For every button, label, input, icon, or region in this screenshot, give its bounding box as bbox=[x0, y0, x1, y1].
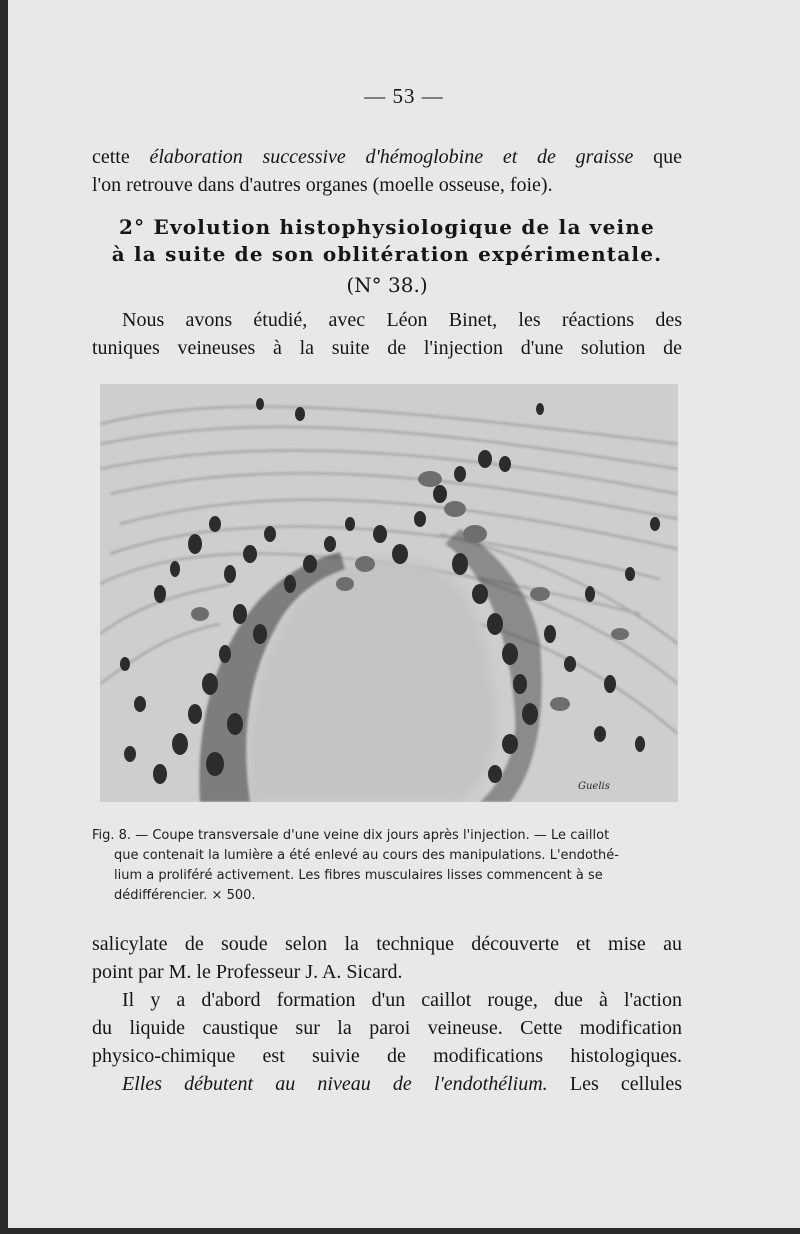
paragraph-method bbox=[92, 930, 682, 1098]
caption-line: lium a proliféré activement. Les fibres musculaires lisses commencent à se bbox=[114, 868, 603, 883]
paragraph-study bbox=[92, 306, 682, 362]
text-line: salicylate de soude selon la technique découverte et mise au bbox=[92, 933, 682, 955]
caption-line: Fig. 8. — Coupe transversale d'une veine dix jours après l'injection. — Le caillot bbox=[92, 828, 610, 843]
document-page bbox=[8, 0, 800, 1228]
text-line: point par M. le Professeur J. A. Sicard. bbox=[92, 961, 403, 983]
heading-reference: (N° 38.) bbox=[346, 273, 428, 297]
italic-phrase: Elles débutent au niveau de l'endothélium. bbox=[122, 1073, 548, 1095]
heading-line-1: 2° Evolution histophysiologique de la veine bbox=[119, 215, 655, 239]
artist-signature: Guelis bbox=[578, 781, 610, 792]
histology-figure bbox=[100, 384, 678, 802]
section-heading bbox=[92, 214, 682, 299]
heading-line-2: à la suite de son oblitération expérimentale. bbox=[111, 242, 663, 266]
caption-line: que contenait la lumière a été enlevé au cours des manipulations. L'endothé- bbox=[114, 848, 619, 863]
text-line: du liquide caustique sur la paroi veineuse. Cette modification bbox=[92, 1017, 682, 1039]
text-line: physico-chimique est suivie de modifications histologiques. bbox=[92, 1045, 682, 1067]
histology-illustration bbox=[100, 384, 678, 802]
italic-phrase: élaboration successive d'hémoglobine et de graisse bbox=[149, 146, 634, 168]
figure-caption bbox=[92, 826, 688, 906]
paragraph-intro bbox=[92, 143, 682, 199]
text-line: Il y a d'abord formation d'un caillot rouge, due à l'action bbox=[122, 989, 682, 1011]
text-line: cette élaboration successive d'hémoglobine et de graisse que bbox=[92, 146, 682, 168]
caption-line: dédifférencier. × 500. bbox=[114, 888, 256, 903]
text-line: tuniques veineuses à la suite de l'injection d'une solution de bbox=[92, 337, 682, 359]
text-line: Elles débutent au niveau de l'endothélium. Les cellules bbox=[122, 1073, 682, 1095]
page-number: — 53 — bbox=[364, 84, 444, 108]
text-line: Nous avons étudié, avec Léon Binet, les réactions des bbox=[122, 309, 682, 331]
text-line: l'on retrouve dans d'autres organes (moelle osseuse, foie). bbox=[92, 174, 553, 196]
